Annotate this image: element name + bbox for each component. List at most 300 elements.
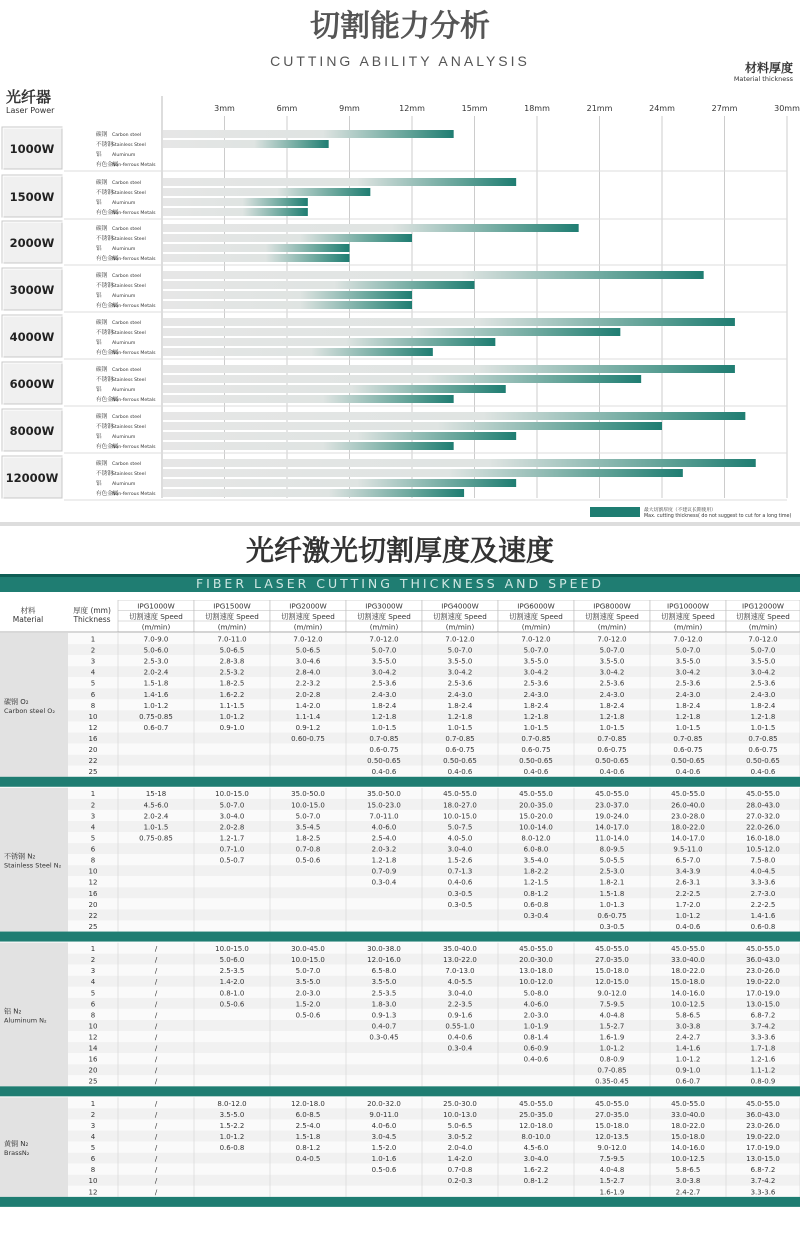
cut-bar [163,422,662,430]
table-cell: 18.0-22.0 [671,1121,705,1130]
table-cell: 33.0-40.0 [671,956,705,965]
unit-label: (m/min) [369,622,399,632]
table-cell: / [154,1055,158,1064]
material-label-cn: 有色金属 [96,256,119,263]
table-cell: 12 [88,1188,98,1197]
table-section-1 [0,788,800,932]
table-cell: 0.50-0.65 [443,757,477,766]
section-material-cn: 不锈钢 N₂ [4,852,36,861]
table-cell: 13.0-22.0 [443,956,477,965]
table-cell: 0.4-0.6 [675,922,701,931]
x-tick-label: 9mm [339,104,360,113]
table-cell: 13.0-15.0 [746,1000,780,1009]
table-cell: 1.4-1.6 [143,690,169,699]
table-cell: 3.0-4.0 [219,812,245,821]
table-cell: 1.2-1.8 [523,712,549,721]
table-cell: 1.6-1.9 [599,1033,625,1042]
material-label-en: Non-ferrous Metals [112,257,156,263]
table-cell: 1.8-2.5 [219,679,245,688]
material-label-cn: 有色金属 [96,162,119,169]
table-cell: 0.5-0.7 [219,856,245,865]
table-cell: 2.5-3.0 [599,867,625,876]
table-cell: 0.8-1.0 [219,989,245,998]
table-cell: 5.0-7.0 [371,646,397,655]
table-cell: 3.7-4.2 [750,1022,776,1031]
table-cell: 15.0-18.0 [671,1132,705,1141]
table-cell: 2.4-3.0 [599,690,625,699]
table-cell: 2.4-3.0 [675,690,701,699]
table-cell: 16 [88,889,98,898]
section-material-cn: 黄铜 N₂ [4,1140,29,1149]
table-cell: 2.0-3.2 [371,845,397,854]
table-cell: 1.0-1.5 [599,723,625,732]
table-cell: 3.5-5.0 [675,657,701,666]
table-cell: 7.0-13.0 [445,967,475,976]
table-cell: 2.5-3.5 [371,989,397,998]
table-cell: 45.0-55.0 [671,790,705,799]
power-group-3000W [2,268,787,312]
table-cell: 3.4-3.9 [675,867,701,876]
table-cell: 3.0-4.0 [447,989,473,998]
table-cell: 0.4-0.6 [447,1033,473,1042]
cut-bar [163,224,579,232]
table-cell: 1.0-1.5 [675,723,701,732]
material-label-cn: 有色金属 [96,303,119,310]
unit-label: (m/min) [521,622,551,632]
table-cell: 1.4-2.0 [219,978,245,987]
table-cell: 10.0-15.0 [291,956,325,965]
table-cell: 1.2-1.8 [675,712,701,721]
table-cell: 6 [90,845,96,854]
table-cell: 13.0-15.0 [746,1155,780,1164]
table-cell: 1.6-1.9 [599,1188,625,1197]
table-cell: 7.0-12.0 [748,635,778,644]
legend-text-en: Max. cutting thickness( do not suggest to cut for a long time) [644,514,792,519]
table-cell: 0.6-0.8 [750,922,776,931]
table-cell: 0.4-0.6 [750,768,776,777]
table-cell: 0.3-0.45 [369,1033,399,1042]
table-cell: 0.6-0.8 [523,900,549,909]
section-material-en: Carbon steel O₂ [4,706,56,715]
table-cell: 0.9-1.6 [447,1011,473,1020]
material-label-en: Aluminum [112,201,136,207]
table-cell: 1.7-2.0 [675,900,701,909]
table-cell: / [154,1077,158,1086]
x-tick-label: 21mm [586,104,613,113]
table-cell: 0.6-0.75 [369,746,399,755]
table-cell: 0.9-1.0 [675,1066,701,1075]
speed-label: 切割速度 Speed [281,612,335,621]
material-label-cn: 铝 [96,387,102,394]
table-cell: 8 [90,856,96,865]
table-cell: 1.0-1.6 [371,1155,397,1164]
table-cell: 2.7-3.0 [750,889,776,898]
x-tick-label: 12mm [399,104,425,113]
power-label: 4000W [9,330,55,344]
table-cell: 10.5-12.0 [746,845,780,854]
table-cell: 14 [88,1044,98,1053]
table-cell: 27.0-35.0 [595,956,629,965]
table-cell: 7.0-9.0 [143,635,169,644]
table-cell: 1.5-2.7 [599,1022,625,1031]
table-cell: 10.0-15.0 [443,812,477,821]
table-cell: 8.0-10.0 [521,1132,551,1141]
cut-bar [163,469,683,477]
table-cell: 6 [90,690,96,699]
table-cell: 1.2-1.8 [371,856,397,865]
table-cell: 2 [90,646,96,655]
material-label-cn: 铝 [96,246,102,253]
table-cell: 0.8-0.9 [750,1077,776,1086]
table-cell: 1.1-1.2 [750,1066,776,1075]
cut-bar [163,130,454,138]
power-label: 1000W [9,142,55,156]
speed-label: 切割速度 Speed [205,612,259,621]
table-cell: 3.5-5.0 [447,657,473,666]
table-cell: 10.0-15.0 [215,945,249,954]
material-label-en: Aluminum [112,482,136,488]
table-cell: 3.0-4.6 [295,657,321,666]
table-cell: 0.2-0.3 [447,1177,473,1186]
table-cell: 2 [90,1110,96,1119]
cut-bar [163,489,464,497]
table-cell: 3.5-5.0 [599,657,625,666]
table-cell: 2.4-3.0 [447,690,473,699]
power-group-2000W [2,221,787,265]
table-cell: 6.8-7.2 [750,1011,776,1020]
table-cell: / [154,1000,158,1009]
power-label-cn: 光纤器 [6,88,52,106]
table-cell: 3.5-5.0 [295,978,321,987]
table-cell: 27.0-35.0 [595,1110,629,1119]
table-cell: 0.6-0.9 [523,1044,549,1053]
table-cell: 2.0-2.8 [295,690,321,699]
table-cell: 3.3-3.6 [750,878,776,887]
table-cell: 0.7-1.0 [219,845,245,854]
table-cell: 0.50-0.65 [367,757,401,766]
chart-title: 切割能力分析 [310,9,490,44]
table-cell: 0.8-1.2 [295,1144,321,1153]
table-cell: 27.0-32.0 [746,812,780,821]
table-cell: 3.5-5.0 [219,1110,245,1119]
table-cell: / [154,978,158,987]
table-cell: 22 [88,911,98,920]
table-cell: 0.8-1.2 [523,889,549,898]
table-cell: 5.0-7.5 [447,823,473,832]
material-label-en: Carbon steel [112,133,142,139]
table-cell: / [154,1166,158,1175]
table-cell: 8.0-12.0 [217,1099,247,1108]
table-cell: 0.6-0.75 [521,746,551,755]
table-cell: 0.4-0.6 [371,768,397,777]
table-cell: 1.0-1.2 [599,1044,625,1053]
table-cell: 3.0-4.5 [371,1132,397,1141]
section-material-en: Stainless Steel N₂ [4,861,62,870]
table-cell: 45.0-55.0 [595,945,629,954]
table-cell: 4 [90,668,96,677]
table-cell: 12.0-15.0 [595,978,629,987]
table-cell: / [154,956,158,965]
material-label-en: Carbon steel [112,181,142,187]
table-cell: 0.75-0.85 [139,834,173,843]
table-cell: / [154,989,158,998]
speed-label: 切割速度 Speed [661,612,715,621]
table-cell: 0.7-0.85 [521,735,551,743]
table-cell: 45.0-55.0 [671,945,705,954]
cut-bar [163,140,329,148]
x-tick-label: 3mm [214,104,235,113]
table-cell: 45.0-55.0 [595,1099,629,1108]
table-cell: 4.0-6.0 [371,1121,397,1130]
table-cell: 5 [90,834,96,843]
table-cell: 0.75-0.85 [139,712,173,721]
unit-label: (m/min) [217,622,247,632]
material-label-en: Stainless Steel [112,284,146,290]
table-cell: 1.5-1.8 [295,1132,321,1141]
table-cell: 2.5-4.0 [295,1121,321,1130]
material-label-cn: 不锈钢 [96,471,113,478]
material-label-cn: 有色金属 [96,397,119,404]
table-cell: 5.0-6.5 [447,1121,473,1130]
table-cell: / [154,1144,158,1153]
material-label-cn: 碳钢 [96,320,108,327]
table-cell: 0.6-0.8 [219,1144,245,1153]
table-cell: 1.5-2.6 [447,856,473,865]
table-cell: 10.0-12.5 [671,1000,705,1009]
power-label: 3000W [9,283,55,297]
cut-bar [163,188,370,196]
table-cell: 25 [88,768,98,777]
table-cell: 3.5-4.5 [295,823,321,832]
material-label-cn: 不锈钢 [96,236,113,243]
cut-bar [163,412,745,420]
material-label-en: Stainless Steel [112,472,146,478]
table-cell: 5.0-7.0 [599,646,625,655]
table-cell: 8.0-12.0 [521,834,551,843]
table-cell: 1.5-1.8 [599,889,625,898]
table-cell: / [154,1044,158,1053]
table-cell: 2.4-3.0 [523,690,549,699]
material-label-en: Carbon steel [112,227,142,233]
table-cell: 2.5-3.2 [219,668,245,677]
table-cell: 0.3-0.5 [599,922,625,931]
table-cell: 22 [88,757,98,766]
table-cell: 0.4-0.6 [447,768,473,777]
table-cell: 0.50-0.65 [595,757,629,766]
table-cell: 3 [90,657,96,666]
material-label-en: Carbon steel [112,462,142,468]
table-cell: 3.3-3.6 [750,1188,776,1197]
table-cell: 10.0-14.0 [519,823,553,832]
table-cell: 14.0-17.0 [671,834,705,843]
material-label-en: Non-ferrous Metals [112,304,156,310]
table-cell: 1.2-1.6 [750,1055,776,1064]
section-separator [0,777,800,787]
table-cell: 4 [90,823,96,832]
table-cell: 20 [88,746,98,755]
cut-bar [163,459,756,467]
table-cell: 23.0-26.0 [746,967,780,976]
table-cell: 1.0-1.3 [599,900,625,909]
cut-bar [163,198,308,206]
table-cell: 19.0-22.0 [746,978,780,987]
table-cell: / [154,1177,158,1186]
table-cell: 12 [88,878,98,887]
material-label-cn: 有色金属 [96,350,119,357]
table-cell: 5.0-6.5 [295,646,321,655]
table-cell: 4.0-5.5 [447,978,473,987]
table-cell: 7.0-11.0 [217,635,247,644]
table-cell: 25 [88,922,98,931]
unit-label: (m/min) [748,622,778,632]
table-cell: / [154,1066,158,1075]
table-cell: 10 [88,1177,98,1186]
power-label: 6000W [9,377,55,391]
power-group-12000W [2,456,787,500]
table-cell: 0.6-0.75 [597,746,627,755]
speed-label: 切割速度 Speed [585,612,639,621]
table-cell: 7.0-12.0 [369,635,399,644]
table-cell: 0.7-0.85 [597,735,627,743]
table-cell: 10 [88,712,98,721]
table-cell: 4.0-4.8 [599,1166,625,1175]
table-cell: 3.0-4.2 [675,668,701,677]
material-label-en: Non-ferrous Metals [112,445,156,451]
table-cell: 5.8-6.5 [675,1166,701,1175]
table-cell: 36.0-43.0 [746,956,780,965]
table-cell: 45.0-55.0 [519,945,553,954]
table-cell: 45.0-55.0 [519,790,553,799]
table-cell: 0.5-0.6 [295,1011,321,1020]
table-cell: 1.2-1.7 [219,834,245,843]
table-cell: 1.8-2.4 [675,701,701,710]
table-cell: 9.0-11.0 [369,1110,399,1119]
table-cell: 12 [88,723,98,732]
table-cell: 2.8-3.8 [219,657,245,666]
table-cell: 2.5-3.6 [523,679,549,688]
table-cell: 1.8-2.4 [523,701,549,710]
material-label-cn: 铝 [96,340,102,347]
table-cell: 1.2-1.8 [371,712,397,721]
table-cell: / [154,967,158,976]
unit-label: (m/min) [445,622,475,632]
table-cell: 16 [88,735,98,743]
table-cell: 1.0-1.9 [523,1022,549,1031]
table-cell: 5.0-7.0 [675,646,701,655]
table-cell: 2.4-3.0 [371,690,397,699]
table-cell: 33.0-40.0 [671,1110,705,1119]
table-cell: / [154,1121,158,1130]
material-label-cn: 碳钢 [96,132,108,139]
table-cell: 15-18 [145,790,167,799]
material-label-en: Carbon steel [112,321,142,327]
material-label-en: Non-ferrous Metals [112,163,156,169]
speed-label: 切割速度 Speed [357,612,411,621]
table-cell: 5.0-5.5 [599,856,625,865]
material-label-en: Aluminum [112,388,136,394]
table-cell: 2.2-2.5 [675,889,701,898]
material-label-en: Carbon steel [112,415,142,421]
material-label-cn: 有色金属 [96,444,119,451]
material-label-cn: 不锈钢 [96,283,113,290]
material-label-cn: 碳钢 [96,367,108,374]
table-cell: 2.0-2.4 [143,668,169,677]
table-cell: / [154,1022,158,1031]
table-cell: 9.0-12.0 [597,989,627,998]
table-cell: 3.0-5.2 [447,1132,473,1141]
table-cell: 0.60-0.75 [291,735,325,743]
power-label: 12000W [5,471,59,485]
table-cell: 26.0-40.0 [671,801,705,810]
table-cell: 1.8-2.2 [523,867,549,876]
material-label-en: Stainless Steel [112,143,146,149]
section-separator [0,1086,800,1096]
table-cell: 2.4-2.7 [675,1188,701,1197]
table-cell: 7.0-12.0 [521,635,551,644]
table-cell: 17.0-19.0 [746,989,780,998]
model-name: IPG8000W [593,601,631,611]
material-label-en: Aluminum [112,294,136,300]
table-cell: 0.4-0.6 [599,768,625,777]
table-cell: 45.0-55.0 [671,1099,705,1108]
table-cell: 5.0-6.0 [143,646,169,655]
table-cell: 0.6-0.75 [673,746,703,755]
table-cell: 1.2-1.8 [750,712,776,721]
table-cell: 1.0-1.5 [143,823,169,832]
table-cell: 6.8-7.2 [750,1166,776,1175]
table-cell: 2.5-3.6 [447,679,473,688]
header-material-en: Material [12,615,44,624]
material-label-cn: 碳钢 [96,414,108,421]
table-cell: 5.0-7.0 [295,812,321,821]
material-label-en: Aluminum [112,153,136,159]
table-cell: 0.50-0.65 [519,757,553,766]
model-name: IPG1500W [213,601,251,611]
legend-swatch [590,507,640,517]
table-cell: 7.5-8.0 [750,856,776,865]
table-cell: 20 [88,900,98,909]
cut-bar [163,432,516,440]
table-cell: 0.8-0.9 [599,1055,625,1064]
x-tick-label: 30mm [774,104,800,113]
table-cell: 3.5-5.0 [371,978,397,987]
x-tick-label: 24mm [649,104,675,113]
table-cell: 6 [90,1000,96,1009]
table-title: 光纤激光切割厚度及速度 [245,534,555,567]
unit-label: (m/min) [141,622,171,632]
cut-bar [163,254,350,262]
x-tick-label: 18mm [524,104,550,113]
material-label-cn: 不锈钢 [96,190,113,197]
power-group-6000W [2,362,787,406]
table-cell: 1.1-1.5 [219,701,245,710]
table-cell: 1 [90,1099,96,1108]
table-cell: 1.4-2.0 [447,1155,473,1164]
table-cell: 3.0-4.0 [447,845,473,854]
cut-bar [163,348,433,356]
table-cell: 20.0-30.0 [519,956,553,965]
material-label-cn: 碳钢 [96,461,108,468]
chart-subtitle: CUTTING ABILITY ANALYSIS [270,53,530,69]
table-cell: 12.0-16.0 [367,956,401,965]
table-cell: 5.0-7.0 [447,646,473,655]
cut-bar [163,244,350,252]
table-cell: 1.0-1.2 [675,911,701,920]
table-cell: 1 [90,945,96,954]
table-cell: 5 [90,989,96,998]
table-cell: / [154,1110,158,1119]
table-cell: 3.0-4.2 [371,668,397,677]
